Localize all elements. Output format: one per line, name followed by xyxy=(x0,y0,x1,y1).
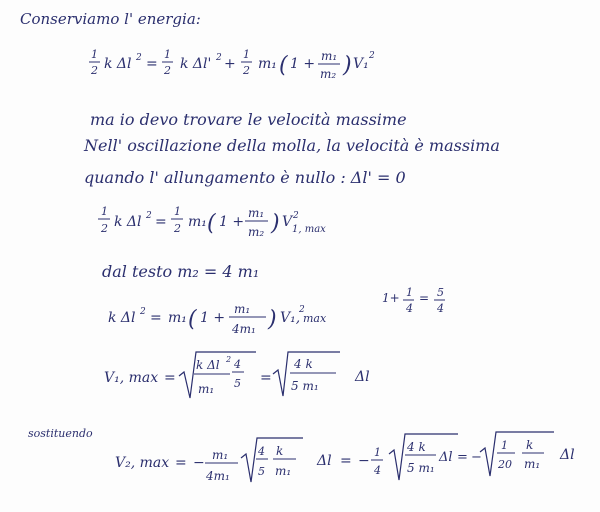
equation-energy xyxy=(89,48,375,81)
svg-text:=: = xyxy=(146,56,158,72)
svg-text:1 +: 1 + xyxy=(200,310,226,326)
svg-text:−: − xyxy=(358,453,370,469)
svg-text:m₁: m₁ xyxy=(212,448,229,462)
svg-text:k Δl: k Δl xyxy=(114,214,142,230)
svg-text:1: 1 xyxy=(91,48,98,61)
prose-line-2: Nell' oscillazione della molla, la velocità è massima xyxy=(84,136,500,155)
svg-text:1: 1 xyxy=(243,48,250,61)
svg-text:): ) xyxy=(343,53,352,78)
svg-text:Δl: Δl xyxy=(355,369,370,385)
svg-text:2: 2 xyxy=(91,64,98,77)
svg-text:4: 4 xyxy=(234,358,241,371)
svg-text:m₂: m₂ xyxy=(248,225,265,239)
svg-text:1: 1 xyxy=(374,446,381,459)
svg-text:2: 2 xyxy=(140,307,146,317)
equation-v1max xyxy=(104,352,370,398)
svg-text:Δl: Δl xyxy=(317,453,332,469)
svg-text:m₁: m₁ xyxy=(168,310,187,326)
prose-line-3: quando l' allungamento è nullo : Δl' = 0 xyxy=(84,168,406,187)
svg-text:=: = xyxy=(340,453,352,469)
equation-energy-max xyxy=(98,205,326,239)
svg-text:−: − xyxy=(471,450,482,465)
svg-text:4 k: 4 k xyxy=(294,357,313,371)
svg-text:4 k: 4 k xyxy=(407,440,426,454)
svg-text:m₁: m₁ xyxy=(234,302,251,316)
svg-text:(: ( xyxy=(279,53,288,78)
svg-text:2: 2 xyxy=(243,64,250,77)
svg-text:m₁: m₁ xyxy=(321,49,338,63)
svg-text:m₁: m₁ xyxy=(198,382,215,396)
svg-text:1 +: 1 + xyxy=(290,56,316,72)
svg-text:4: 4 xyxy=(406,302,413,315)
svg-text:=: = xyxy=(155,214,167,230)
mass-relation: dal testo m₂ = 4 m₁ xyxy=(102,262,260,281)
side-sum xyxy=(382,286,445,315)
svg-text:1: 1 xyxy=(406,286,413,299)
svg-text:V₁,: V₁, xyxy=(280,310,301,326)
svg-text:Δl: Δl xyxy=(560,447,575,463)
svg-text:−: − xyxy=(193,455,205,471)
svg-text:2: 2 xyxy=(136,53,142,63)
side-note-substituting: sostituendo xyxy=(28,427,93,440)
svg-text:1+: 1+ xyxy=(382,291,400,305)
svg-text:4m₁: 4m₁ xyxy=(232,322,256,336)
svg-text:4: 4 xyxy=(258,445,265,458)
svg-text:2: 2 xyxy=(174,222,181,235)
svg-text:2: 2 xyxy=(216,53,222,63)
equation-simplified xyxy=(108,302,327,336)
svg-text:k Δl: k Δl xyxy=(196,358,220,372)
svg-text:1 +: 1 + xyxy=(219,214,245,230)
svg-text:=: = xyxy=(419,291,430,305)
svg-text:Δl: Δl xyxy=(439,450,453,465)
svg-text:4: 4 xyxy=(374,464,381,477)
svg-text:=: = xyxy=(260,370,272,386)
svg-text:m₁: m₁ xyxy=(258,56,277,72)
svg-text:k Δl: k Δl xyxy=(104,56,132,72)
svg-text:V: V xyxy=(282,214,293,230)
svg-text:4m₁: 4m₁ xyxy=(206,469,230,483)
svg-text:2: 2 xyxy=(293,211,299,221)
svg-text:max: max xyxy=(303,312,327,325)
svg-text:=: = xyxy=(150,310,162,326)
svg-text:2: 2 xyxy=(369,51,375,61)
svg-text:5 m₁: 5 m₁ xyxy=(407,461,435,475)
svg-text:4: 4 xyxy=(437,302,444,315)
svg-text:V₂, max: V₂, max xyxy=(115,455,170,471)
svg-text:5: 5 xyxy=(234,377,241,390)
svg-text:1: 1 xyxy=(164,48,171,61)
svg-text:k Δl: k Δl xyxy=(108,310,136,326)
svg-text:+: + xyxy=(224,56,236,72)
svg-text:2: 2 xyxy=(299,305,305,315)
svg-text:1, max: 1, max xyxy=(292,224,326,235)
svg-text:m₁: m₁ xyxy=(275,464,292,478)
svg-text:2: 2 xyxy=(226,355,232,364)
equation-v2max xyxy=(115,432,575,483)
svg-text:m₂: m₂ xyxy=(320,67,337,81)
svg-text:1: 1 xyxy=(174,205,181,218)
prose-line-1: ma io devo trovare le velocità massime xyxy=(90,110,407,129)
page-heading: Conserviamo l' energia: xyxy=(20,10,201,28)
svg-text:=: = xyxy=(175,455,187,471)
svg-text:2: 2 xyxy=(164,64,171,77)
svg-text:m₁: m₁ xyxy=(188,214,207,230)
svg-text:k: k xyxy=(526,438,534,452)
svg-text:5: 5 xyxy=(437,286,444,299)
svg-text:=: = xyxy=(457,450,468,465)
svg-text:1: 1 xyxy=(501,439,508,452)
svg-text:m₁: m₁ xyxy=(248,206,265,220)
svg-text:k Δl': k Δl' xyxy=(180,56,212,72)
svg-text:(: ( xyxy=(207,211,216,236)
svg-text:5: 5 xyxy=(258,465,265,478)
svg-text:V₁, max: V₁, max xyxy=(104,370,159,386)
svg-text:): ) xyxy=(271,211,280,236)
svg-text:2: 2 xyxy=(101,222,108,235)
svg-text:20: 20 xyxy=(498,458,512,471)
svg-text:(: ( xyxy=(188,307,197,332)
svg-text:1: 1 xyxy=(101,205,108,218)
svg-text:=: = xyxy=(164,370,176,386)
svg-text:V₁: V₁ xyxy=(353,56,369,72)
svg-text:): ) xyxy=(268,307,277,332)
svg-text:5 m₁: 5 m₁ xyxy=(291,379,319,393)
svg-text:2: 2 xyxy=(146,211,152,221)
svg-text:m₁: m₁ xyxy=(524,457,541,471)
svg-text:k: k xyxy=(276,444,284,458)
